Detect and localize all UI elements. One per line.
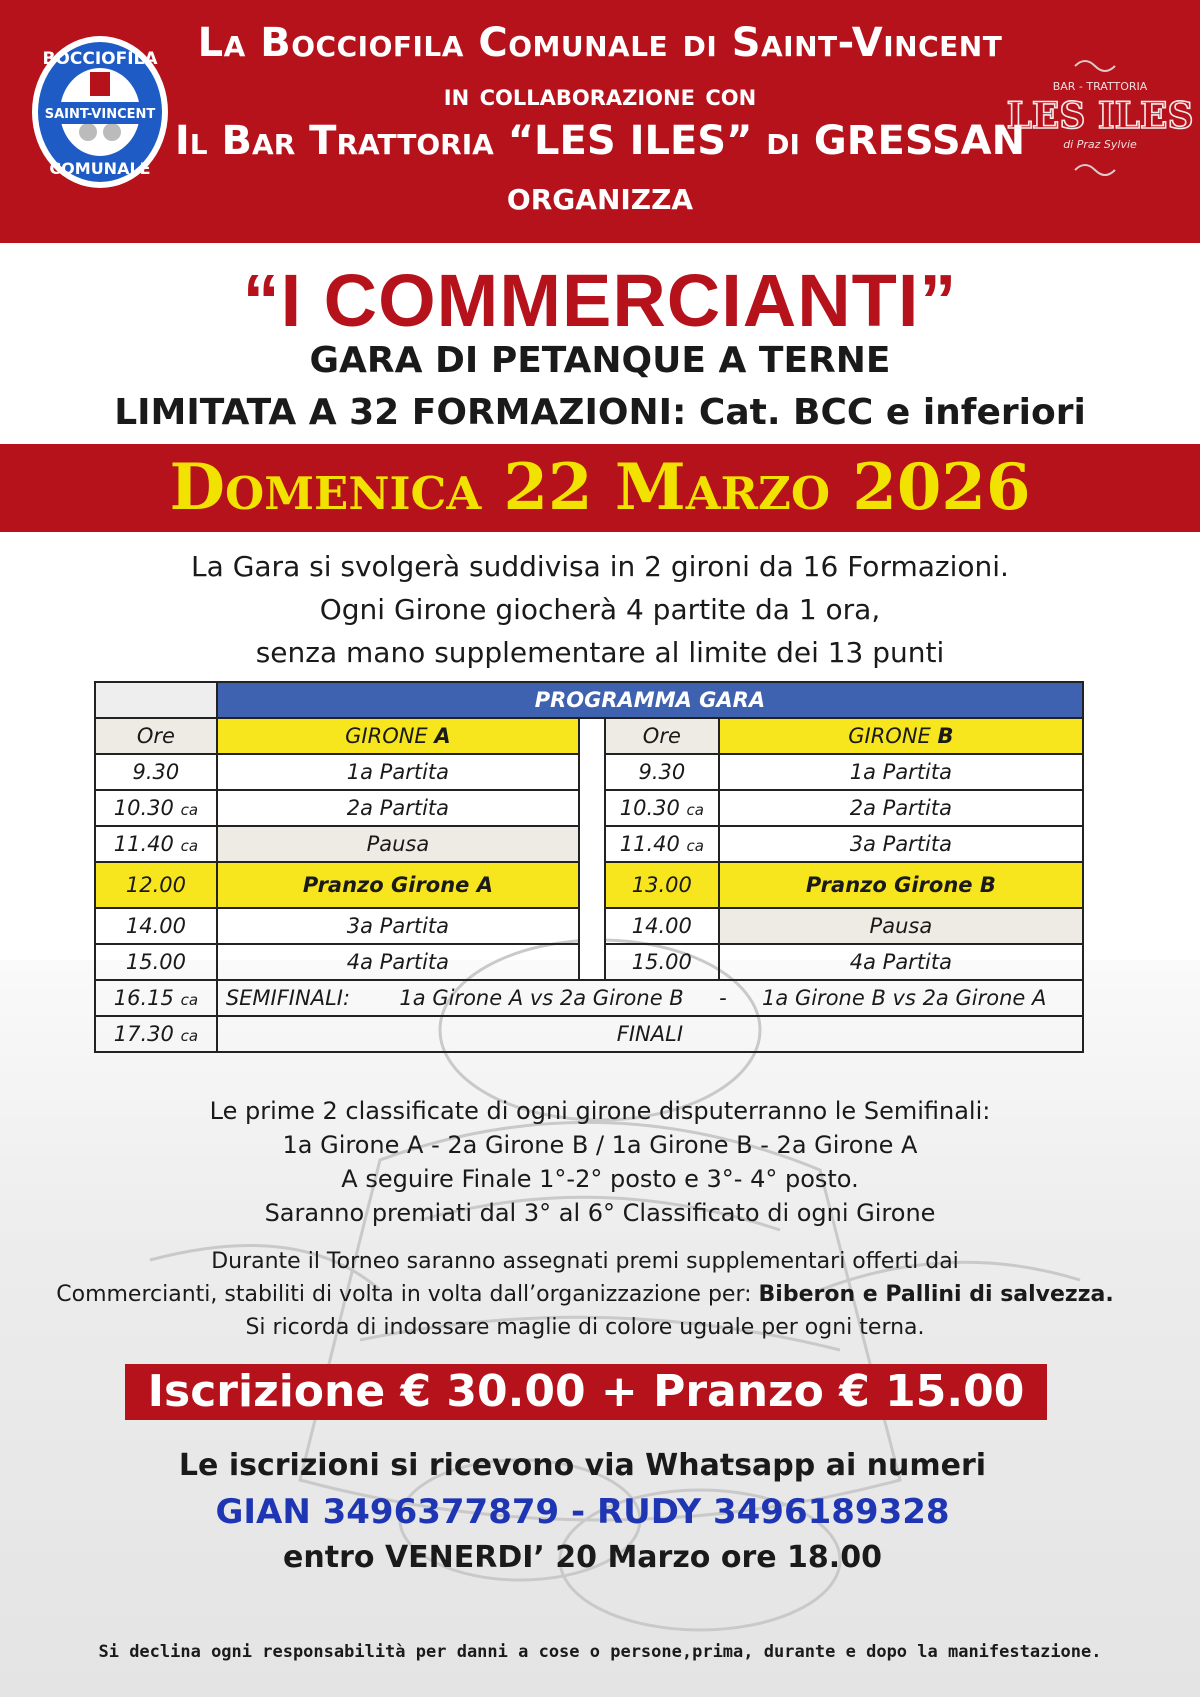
- rules-text: [0, 1094, 1200, 1230]
- time-cell: 10.30 ca: [95, 790, 217, 826]
- disclaimer: Si declina ogni responsabilità per danni a cose o persone,prima, durante e dopo la manifestazione.: [98, 1642, 1102, 1662]
- time-cell: 9.30: [605, 754, 719, 790]
- semifinal-match: 1a Girone A vs 2a Girone B: [399, 986, 684, 1010]
- logo-middle-text: SAINT-VINCENT: [44, 107, 156, 122]
- program-title: PROGRAMMA GARA: [217, 682, 1083, 718]
- event-cell: 2a Partita: [217, 790, 579, 826]
- time-cell: 9.30: [95, 754, 217, 790]
- ore-header: Ore: [605, 718, 719, 754]
- table-row: [95, 1016, 1083, 1052]
- logo-name-text: LES ILES: [1006, 95, 1194, 137]
- contact-intro: Le iscrizioni si ricevono via Whatsapp ai numeri: [178, 1448, 987, 1483]
- header-banner: [0, 0, 1200, 243]
- event-subtitle: GARA DI PETANQUE A TERNE: [309, 340, 891, 381]
- table-row: [95, 908, 1083, 944]
- finals-cell: FINALI: [217, 1016, 1083, 1052]
- table-row: [95, 944, 1083, 980]
- event-description: [0, 545, 1200, 674]
- table-row: [95, 862, 1083, 908]
- rules-line: Saranno premiati dal 3° al 6° Classificato di ogni Girone: [264, 1199, 936, 1227]
- logo-top-text: BOCCIOFILA: [42, 49, 158, 69]
- logo-bottom-text: COMUNALE: [49, 159, 151, 178]
- organizer-line: La Bocciofila Comunale di Saint-Vincent: [197, 20, 1003, 66]
- program-table: [94, 681, 1084, 1053]
- girone-a-header: GIRONE A: [217, 718, 579, 754]
- organizza-line: ORGANIZZA: [506, 183, 694, 216]
- event-title: “I COMMERCIANTI”: [242, 259, 958, 342]
- semifinal-match: 1a Girone B vs 2a Girone A: [762, 986, 1047, 1010]
- event-cell: 1a Partita: [719, 754, 1083, 790]
- prizes-line: Durante il Torneo saranno assegnati premi supplementari offerti dai: [211, 1249, 959, 1274]
- event-cell: 2a Partita: [719, 790, 1083, 826]
- event-cell: 3a Partita: [719, 826, 1083, 862]
- registration-fee: Iscrizione € 30.00 + Pranzo € 15.00: [125, 1364, 1047, 1420]
- girone-b-header: GIRONE B: [719, 718, 1083, 754]
- collaboration-line: in collaborazione con: [443, 78, 757, 113]
- time-cell: 16.15 ca: [95, 980, 217, 1016]
- rules-line: 1a Girone A - 2a Girone B / 1a Girone B - 2a Girone A: [282, 1131, 918, 1159]
- description-line: senza mano supplementare al limite dei 13 punti: [255, 636, 945, 669]
- rules-line: A seguire Finale 1°-2° posto e 3°- 4° posto.: [341, 1165, 859, 1193]
- time-cell: 14.00: [95, 908, 217, 944]
- prizes-text: [0, 1245, 1170, 1344]
- prizes-line: Si ricorda di indossare maglie di colore uguale per ogni terna.: [245, 1315, 925, 1340]
- ore-header: Ore: [95, 718, 217, 754]
- contact-phones: GIAN 3496377879 - RUDY 3496189328: [215, 1492, 950, 1532]
- table-row: [95, 790, 1083, 826]
- time-cell: 17.30 ca: [95, 1016, 217, 1052]
- logo-bar-text: BAR - TRATTORIA: [1052, 80, 1148, 93]
- description-line: La Gara si svolgerà suddivisa in 2 gironi da 16 Formazioni.: [191, 550, 1009, 583]
- rules-line: Le prime 2 classificate di ogni girone disputerranno le Semifinali:: [209, 1097, 991, 1125]
- semifinals-cell: SEMIFINALI: 1a Girone A vs 2a Girone B - 1a Girone B vs 2a Girone A: [217, 980, 1083, 1016]
- event-cell: Pausa: [719, 908, 1083, 944]
- event-date: Domenica 22 Marzo 2026: [169, 450, 1031, 525]
- logo-sub-text: di Praz Sylvie: [1063, 138, 1137, 151]
- event-cell: 3a Partita: [217, 908, 579, 944]
- event-cell: Pranzo Girone A: [217, 862, 579, 908]
- event-cell: 4a Partita: [217, 944, 579, 980]
- time-cell: 10.30 ca: [605, 790, 719, 826]
- time-cell: 15.00: [95, 944, 217, 980]
- contact-deadline: entro VENERDI’ 20 Marzo ore 18.00: [283, 1540, 882, 1575]
- table-row: [95, 754, 1083, 790]
- event-cell: Pranzo Girone B: [719, 862, 1083, 908]
- time-cell: 12.00: [95, 862, 217, 908]
- time-cell: 13.00: [605, 862, 719, 908]
- event-cell: 1a Partita: [217, 754, 579, 790]
- time-cell: 14.00: [605, 908, 719, 944]
- les-iles-logo: [1006, 52, 1194, 182]
- time-cell: 15.00: [605, 944, 719, 980]
- table-row: [95, 826, 1083, 862]
- time-cell: 11.40 ca: [95, 826, 217, 862]
- event-cell: Pausa: [217, 826, 579, 862]
- table-row: [95, 682, 1083, 718]
- semifinals-label: SEMIFINALI:: [225, 986, 351, 1010]
- description-line: Ogni Girone giocherà 4 partite da 1 ora,: [319, 593, 881, 626]
- date-banner: [0, 444, 1200, 532]
- table-row: [95, 980, 1083, 1016]
- table-row: [95, 718, 1083, 754]
- partner-line: Il Bar Trattoria “LES ILES” di GRESSAN: [174, 118, 1026, 164]
- time-cell: 11.40 ca: [605, 826, 719, 862]
- event-cell: 4a Partita: [719, 944, 1083, 980]
- prizes-line: Commercianti, stabiliti di volta in volta dall’organizzazione per: Biberon e Pallini di salvezza.: [56, 1282, 1114, 1307]
- event-limit: LIMITATA A 32 FORMAZIONI: Cat. BCC e inferiori: [114, 392, 1086, 433]
